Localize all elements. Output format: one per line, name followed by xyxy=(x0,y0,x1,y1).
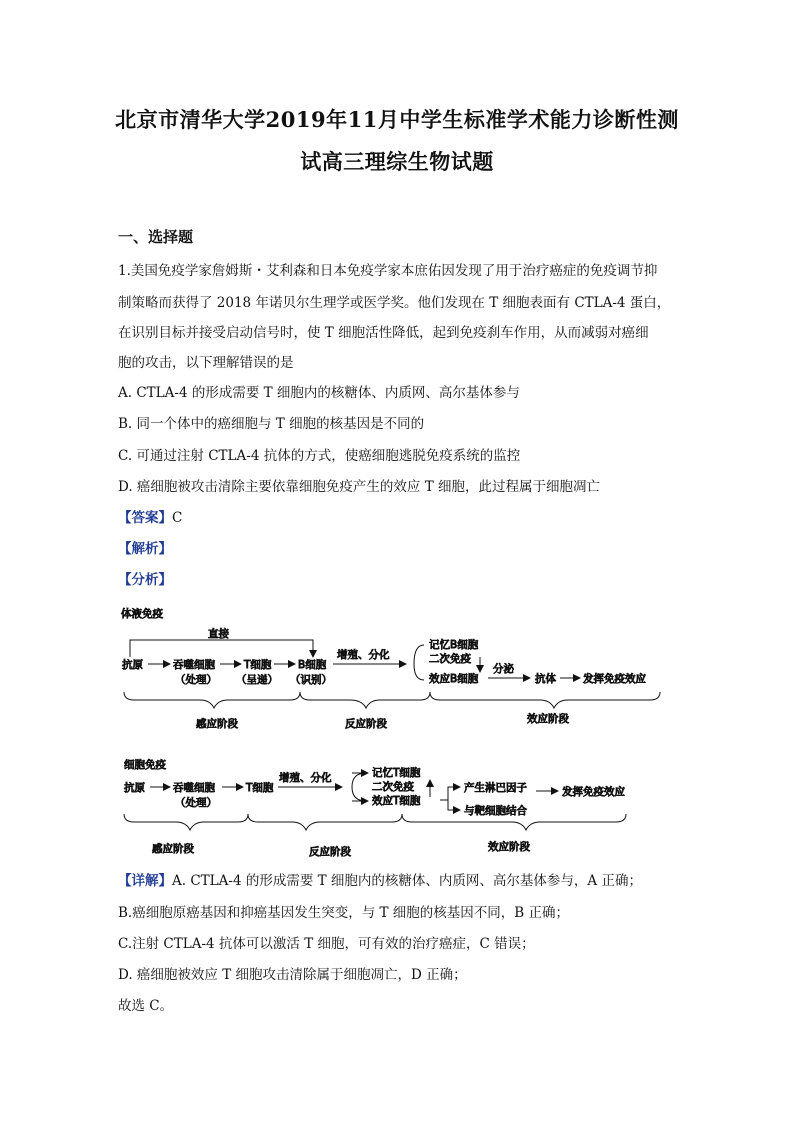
d2-prolif: 增殖、分化 xyxy=(279,772,332,784)
d1-phagocyte-sub: （处理） xyxy=(175,674,217,686)
option-a: A. CTLA-4 的形成需要 T 细胞内的核糖体、内质网、高尔基体参与 xyxy=(118,385,520,401)
page-title-line-2: 试高三理综生物试题 xyxy=(300,149,494,174)
d1-phagocyte: 吞噬细胞 xyxy=(173,659,215,671)
d1-prolif: 增殖、分化 xyxy=(337,649,390,661)
d1-memory: 记忆B细胞 xyxy=(429,639,479,651)
d2-second: 二次免疫 xyxy=(372,781,414,793)
d1-effector: 效应B细胞 xyxy=(429,673,479,685)
d1-tcell-sub: （呈递） xyxy=(236,674,278,686)
answer-value: C xyxy=(172,510,183,526)
d1-tcell: T细胞 xyxy=(244,659,272,671)
d1-antibody: 抗体 xyxy=(535,673,556,685)
detail-tag: 【详解】 xyxy=(118,873,172,889)
option-c: C. 可通过注射 CTLA-4 抗体的方式，使癌细胞逃脱免疫系统的监控 xyxy=(118,448,521,464)
d2-tcell: T细胞 xyxy=(246,782,274,794)
fenxi-tag: 【分析】 xyxy=(118,572,172,588)
d1-stage2: 反应阶段 xyxy=(345,718,387,730)
d2-stage3: 效应阶段 xyxy=(488,841,530,853)
d2-antigen: 抗原 xyxy=(124,782,145,794)
d1-antigen: 抗原 xyxy=(122,659,143,671)
d2-phagocyte: 吞噬细胞 xyxy=(173,782,215,794)
analysis-tag: 【解析】 xyxy=(118,541,172,557)
cellular-immunity-diagram xyxy=(124,758,626,858)
detail-text-a: A. CTLA-4 的形成需要 T 细胞内的核糖体、内质网、高尔基体参与，A 正确； xyxy=(172,873,642,889)
d2-memory: 记忆T细胞 xyxy=(372,767,421,779)
page-title-line-1: 北京市清华大学2019年11月中学生标准学术能力诊断性测 xyxy=(115,107,679,132)
section-heading: 一、选择题 xyxy=(118,228,194,246)
answer-tag: 【答案】 xyxy=(118,510,172,526)
question-stem-line: 1.美国免疫学家詹姆斯・艾利森和日本免疫学家本庶佑因发现了用于治疗癌症的免疫调节抑 xyxy=(118,263,658,279)
diagram1-title: 体液免疫 xyxy=(121,608,163,620)
option-b: B. 同一个体中的癌细胞与 T 细胞的核基因是不同的 xyxy=(118,416,425,432)
detail-line-d: D. 癌细胞被效应 T 细胞攻击清除属于细胞凋亡，D 正确； xyxy=(118,967,467,983)
detail-conclusion: 故选 C。 xyxy=(118,998,174,1014)
option-d: D. 癌细胞被攻击清除主要依靠细胞免疫产生的效应 T 细胞，此过程属于细胞凋亡 xyxy=(118,479,601,495)
d1-stage1: 感应阶段 xyxy=(196,718,238,730)
question-stem-line: 胞的攻击，以下理解错误的是 xyxy=(118,355,294,371)
d2-effector: 效应T细胞 xyxy=(372,795,421,807)
direct-label: 直接 xyxy=(208,628,229,640)
d2-exert: 发挥免疫效应 xyxy=(562,786,625,798)
d1-exert: 发挥免疫效应 xyxy=(583,673,646,685)
detail-line-c: C.注射 CTLA-4 抗体可以激活 T 细胞，可有效的治疗癌症，C 错误； xyxy=(118,936,535,952)
diagram2-title: 细胞免疫 xyxy=(124,759,166,771)
d1-second: 二次免疫 xyxy=(429,653,471,665)
d1-secrete: 分泌 xyxy=(493,663,514,675)
question-stem-line: 制策略而获得了 2018 年诺贝尔生理学或医学奖。他们发现在 T 细胞表面有 CTLA-4 蛋白， xyxy=(118,295,671,311)
d2-target: 与靶细胞结合 xyxy=(464,805,527,817)
d2-lymphokine: 产生淋巴因子 xyxy=(464,782,527,794)
d2-stage2: 反应阶段 xyxy=(309,846,351,858)
d1-bcell: B细胞 xyxy=(298,659,327,671)
question-stem-line: 在识别目标并接受启动信号时，使 T 细胞活性降低，起到免疫刹车作用，从而减弱对癌细 xyxy=(118,325,649,341)
d2-phagocyte-sub: （处理） xyxy=(175,797,217,809)
humoral-immunity-diagram xyxy=(121,607,660,730)
d1-bcell-sub: （识别） xyxy=(290,674,332,686)
detail-line-a xyxy=(118,865,642,897)
d2-stage1: 感应阶段 xyxy=(152,843,194,855)
detail-line-b: B.癌细胞原癌基因和抑癌基因发生突变，与 T 细胞的核基因不同，B 正确； xyxy=(118,905,570,921)
d1-stage3: 效应阶段 xyxy=(527,713,569,725)
